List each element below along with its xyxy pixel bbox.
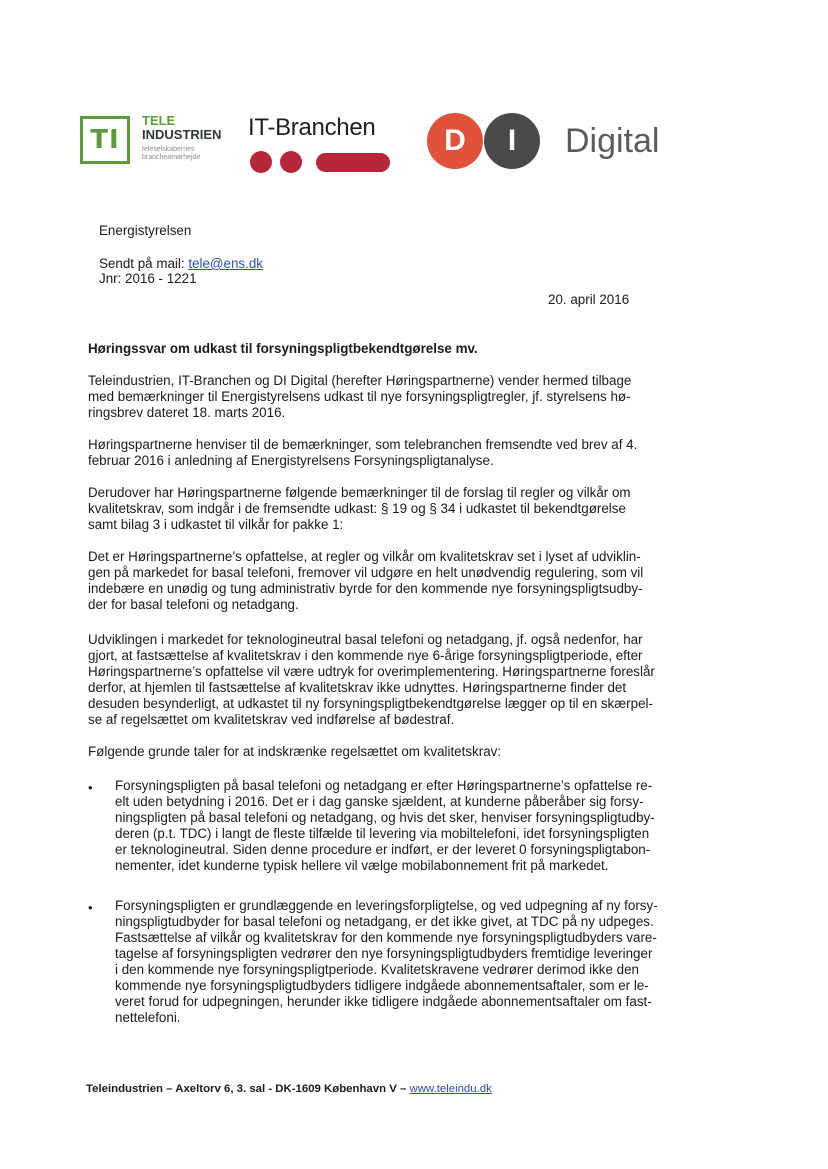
- paragraph-line: gjort, at fastsættelse af kvalitetskrav i den kommende nye 6-årige forsyningspligtperiode, efter: [88, 648, 643, 663]
- ti-mark: TI: [80, 116, 130, 164]
- bullet-line: Forsyningspligten på basal telefoni og netadgang er efter Høringspartnerne’s opfattelse re-: [115, 778, 653, 793]
- bullet-line: nettelefoni.: [115, 1010, 181, 1025]
- paragraph-line: Teleindustrien, IT-Branchen og DI Digital (herefter Høringspartnerne) vender hermed tilbage: [88, 373, 632, 388]
- bullet-line: veret forud for udpegningen, herunder ikke tidligere indgåede abonnementsaftaler om fast-: [115, 994, 652, 1009]
- bullet-line: deren (p.t. TDC) i langt de fleste tilfælde til levering via mobiltelefoni, idet forsyningspligten: [115, 826, 650, 841]
- paragraph-line: se af regelsættet om kvalitetskrav ved indførelse af bødestraf.: [88, 712, 455, 727]
- di-d-circle: D: [427, 113, 483, 169]
- sent-line: [99, 256, 263, 272]
- paragraph-6: Følgende grunde taler for at indskrænke regelsættet om kvalitetskrav:: [88, 744, 502, 759]
- paragraph-line: kvalitetskrav, som indgår i de fremsendte udkast: § 19 og § 34 i udkastet til bekendtgørelse: [88, 501, 626, 516]
- paragraph-line: indebære en unødig og tung administrativ byrde for den kommende nye forsyningspligtsudby-: [88, 581, 643, 596]
- paragraph-line: Høringspartnerne’s opfattelse vil være udtryk for overimplementering. Høringspartnerne foreslår: [88, 664, 655, 679]
- it-branchen-dot-2: [280, 151, 302, 173]
- di-digital-logo: [427, 113, 677, 173]
- page-footer: [86, 1082, 492, 1096]
- paragraph-line: Det er Høringspartnerne’s opfattelse, at regler og vilkår om kvalitetskrav set i lyset af udviklin-: [88, 549, 641, 564]
- bullet-line: i den kommende nye forsyningspligtperiode. Kvalitetskravene vedrører derimod ikke den: [115, 962, 639, 977]
- paragraph-line: desuden besynderligt, at udkastet til ny forsyningspligtbekendtgørelse lægger op til en skærpel-: [88, 696, 653, 711]
- di-digital-wordmark: Digital: [565, 122, 660, 160]
- paragraph-line: derfor, at hjemlen til fastsættelse af kvalitetskrav ikke udnyttes. Høringspartnerne finder det: [88, 680, 627, 695]
- bullet-line: Fastsættelse af vilkår og kvalitetskrav for den kommende nye forsyningspligtudbyders vare-: [115, 930, 657, 945]
- ti-logo-line2: INDUSTRIEN: [142, 127, 222, 142]
- letter-date: 20. april 2016: [548, 292, 630, 307]
- sent-email-link[interactable]: tele@ens.dk: [188, 256, 263, 271]
- it-branchen-wordmark: IT-Branchen: [248, 114, 376, 141]
- subject-heading: Høringssvar om udkast til forsyningspligtbekendtgørelse mv.: [88, 341, 478, 356]
- bullet-line: ningspligtudbyder for basal telefoni og netadgang, er det ikke givet, at TDC på ny udpeges.: [115, 914, 654, 929]
- bullet-line: elt uden betydning i 2016. Det er i dag ganske sjældent, at kunderne påberåber sig forsy-: [115, 794, 644, 809]
- paragraph-line: ringsbrev dateret 18. marts 2016.: [88, 405, 286, 420]
- bullet-line: ningspligten på basal telefoni og netadgang, og hvis det sker, henviser forsyningspligtudby-: [115, 810, 655, 825]
- ti-logo-tagline1: teleselskabernes: [142, 146, 195, 153]
- bullet-icon: •: [88, 780, 93, 795]
- paragraph-line: februar 2016 i anledning af Energistyrelsens Forsyningspligtanalyse.: [88, 453, 494, 468]
- footer-website-link[interactable]: www.teleindu.dk: [409, 1083, 492, 1095]
- bullet-icon: •: [88, 900, 93, 915]
- bullet-line: Forsyningspligten er grundlæggende en leveringsforpligtelse, og ved udpegning af ny forsy-: [115, 898, 658, 913]
- footer-address: Teleindustrien – Axeltorv 6, 3. sal - DK-1609 København V –: [86, 1083, 410, 1095]
- it-branchen-pill: [316, 153, 390, 172]
- paragraph-line: gen på markedet for basal telefoni, fremover vil udgøre en helt unødvendig regulering, som vil: [88, 565, 644, 580]
- recipient: Energistyrelsen: [99, 223, 192, 238]
- paragraph-line: Høringspartnerne henviser til de bemærkninger, som telebranchen fremsendte ved brev af 4.: [88, 437, 638, 452]
- bullet-line: er teknologineutral. Siden denne procedure er indført, er der leveret 0 forsyningspligtabon-: [115, 842, 651, 857]
- teleindustrien-logo: [80, 113, 235, 166]
- paragraph-line: Derudover har Høringspartnerne følgende bemærkninger til de forslag til regler og vilkår om: [88, 485, 631, 500]
- journal-number: Jnr: 2016 - 1221: [99, 271, 197, 286]
- di-i-circle: I: [484, 113, 540, 169]
- ti-logo-line1: TELE: [142, 113, 176, 128]
- it-branchen-dot-1: [250, 151, 272, 173]
- paragraph-line: med bemærkninger til Energistyrelsens udkast til nye forsyningspligtregler, jf. styrelsens hø-: [88, 389, 631, 404]
- bullet-line: tagelse af forsyningspligten vedrører den nye forsyningspligtudbyders fremtidige leveringer: [115, 946, 653, 961]
- bullet-line: kommende nye forsyningspligtudbyders tidligere indgåede abonnementsaftaler, som er le-: [115, 978, 649, 993]
- ti-logo-tagline2: brancheamarhejde: [142, 154, 201, 161]
- it-branchen-logo: [248, 114, 393, 172]
- paragraph-line: samt bilag 3 i udkastet til vilkår for pakke 1:: [88, 517, 344, 532]
- bullet-line: nementer, idet kunderne typisk hellere vil vælge mobilabonnement frit på markedet.: [115, 858, 609, 873]
- paragraph-line: Udviklingen i markedet for teknologineutral basal telefoni og netadgang, jf. også nedenfor, har: [88, 632, 643, 647]
- sent-label: Sendt på mail:: [99, 256, 189, 271]
- paragraph-line: der for basal telefoni og netadgang.: [88, 597, 299, 612]
